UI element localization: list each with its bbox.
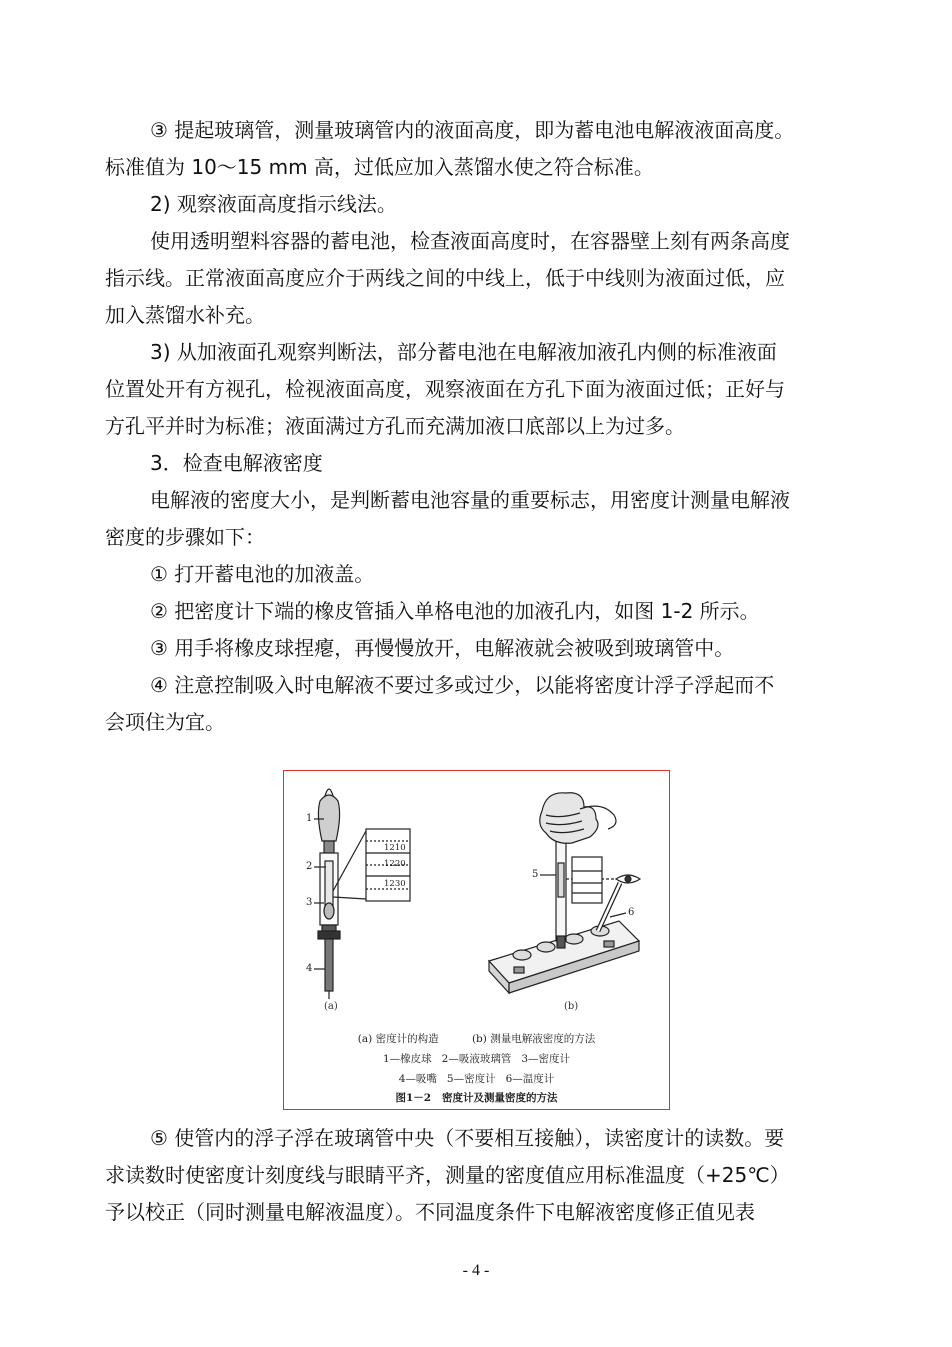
part-number-3: 3 [306, 897, 313, 908]
page-number: - 4 - [462, 1262, 490, 1279]
paragraph-step4 [105, 667, 850, 741]
paragraph-step5 [105, 1120, 850, 1231]
paragraph-step1 [105, 556, 850, 593]
text-line: 电解液的密度大小，是判断蓄电池容量的重要标志，用密度计测量电解液 [150, 488, 790, 512]
text-line: 2) 观察液面高度指示线法。 [150, 192, 397, 216]
paragraph-method3-fill-hole [105, 334, 850, 445]
text-line: 予以校正（同时测量电解液温度）。不同温度条件下电解液密度修正值见表 [105, 1200, 755, 1224]
figure-caption-parts-line1: 1—橡皮球 2—吸液玻璃管 3—密度计 [382, 1053, 571, 1065]
part-number-1: 1 [306, 813, 313, 824]
paragraph-step2 [105, 593, 850, 630]
text-line: ① 打开蓄电池的加液盖。 [150, 562, 375, 586]
paragraph-transparent-container [105, 223, 850, 334]
text-line: ⑤ 使管内的浮子浮在玻璃管中央（不要相互接触），读密度计的读数。要 [150, 1126, 785, 1150]
section-heading-electrolyte-density [105, 445, 850, 482]
paragraph-method2-heading [105, 186, 850, 223]
figure-caption-subtitles: (a) 密度计的构造 (b) 测量电解液密度的方法 [357, 1033, 596, 1045]
figure-caption-title: 图1－2 密度计及测量密度的方法 [395, 1092, 558, 1104]
text-line: 标准值为 10～15 mm 高，过低应加入蒸馏水使之符合标准。 [105, 155, 654, 179]
text-line: 使用透明塑料容器的蓄电池，检查液面高度时，在容器壁上刻有两条高度 [150, 229, 790, 253]
text-line: ③ 用手将橡皮球捏瘪，再慢慢放开，电解液就会被吸到玻璃管中。 [150, 636, 735, 660]
paragraph-step3-squeeze [105, 630, 850, 667]
part-number-6: 6 [628, 907, 635, 918]
paragraph-density-importance [105, 482, 850, 556]
part-number-2: 2 [306, 861, 313, 872]
text-line: 位置处开有方视孔，检视液面高度，观察液面在方孔下面为液面过低；正好与 [105, 377, 785, 401]
text-line: ③ 提起玻璃管，测量玻璃管内的液面高度，即为蓄电池电解液液面高度。 [150, 118, 795, 142]
text-line: 3) 从加液面孔观察判断法，部分蓄电池在电解液加液孔内侧的标准液面 [150, 340, 777, 364]
text-line: 指示线。正常液面高度应介于两线之间的中线上，低于中线则为液面过低，应 [105, 266, 785, 290]
subfigure-label-a: (a) [324, 1001, 338, 1012]
paragraph-step3-glass-tube [105, 112, 850, 186]
part-number-4: 4 [306, 963, 313, 974]
text-line: ② 把密度计下端的橡皮管插入单格电池的加液孔内，如图 1-2 所示。 [150, 599, 760, 623]
text-line: 求读数时使密度计刻度线与眼睛平齐，测量的密度值应用标准温度（+25℃） [105, 1163, 790, 1187]
scale-label-1230: 1230 [384, 879, 406, 889]
text-line: 加入蒸馏水补充。 [105, 303, 265, 327]
subfigure-label-b: (b) [564, 1001, 579, 1012]
text-line: 方孔平并时为标准；液面满过方孔而充满加液口底部以上为过多。 [105, 414, 685, 438]
text-line: 3．检查电解液密度 [150, 451, 323, 475]
text-line: 会项住为宜。 [105, 710, 225, 734]
figure-hydrometer [283, 770, 670, 1110]
text-line: ④ 注意控制吸入时电解液不要过多或过少，以能将密度计浮子浮起而不 [150, 673, 775, 697]
scale-label-1220: 1220 [384, 859, 406, 869]
text-line: 密度的步骤如下： [105, 525, 265, 549]
figure-caption-parts-line2: 4—吸嘴 5—密度计 6—温度计 [398, 1073, 555, 1085]
part-number-5: 5 [532, 869, 539, 880]
scale-label-1210: 1210 [384, 843, 406, 853]
